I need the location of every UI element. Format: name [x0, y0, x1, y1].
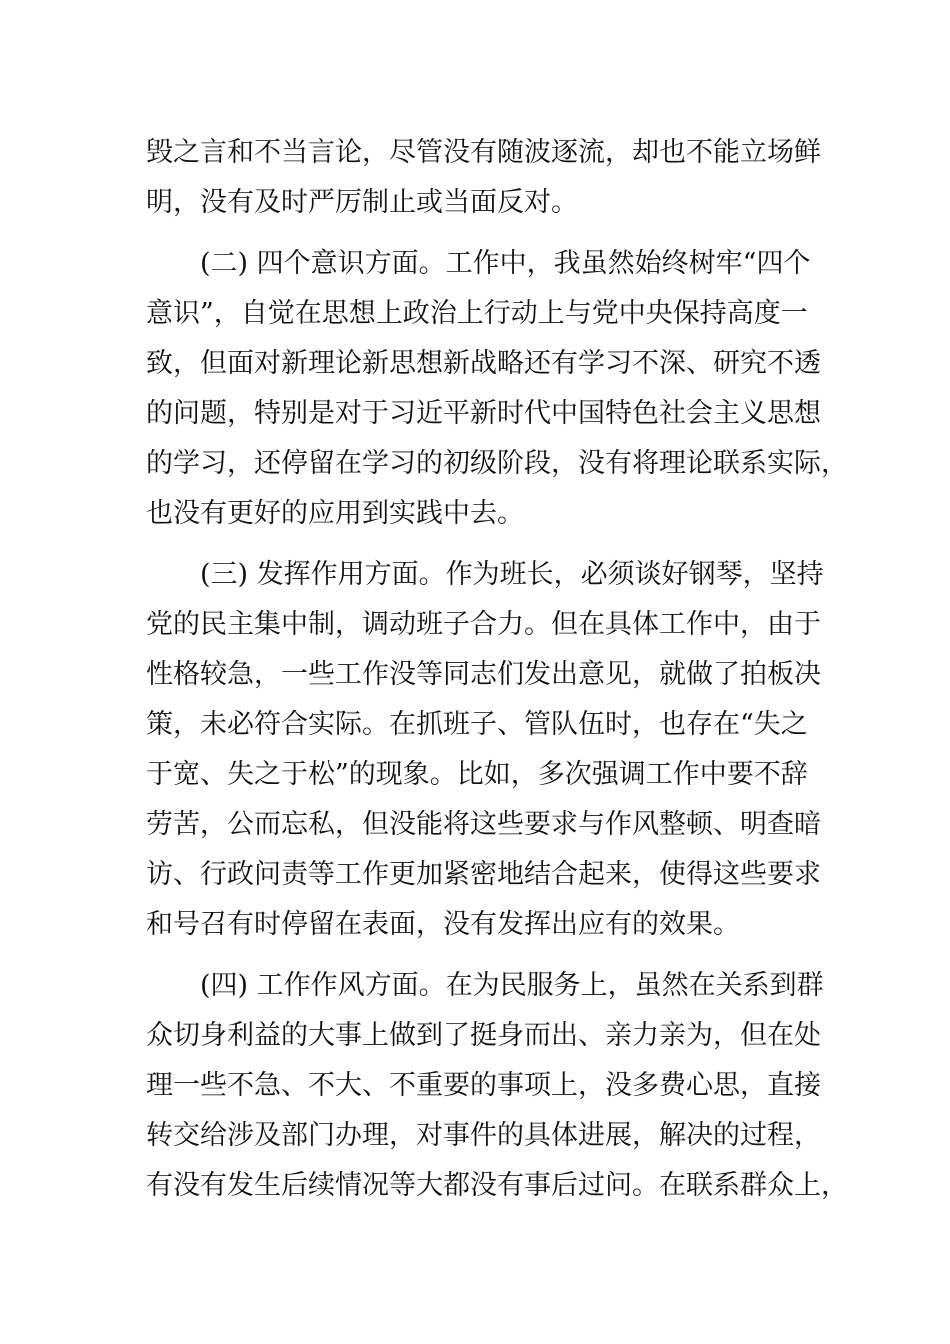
text-line: 的问题，特别是对于习近平新时代中国特色社会主义思想 — [146, 398, 821, 429]
text-line: 众切身利益的大事上做到了挺身而出、亲力亲为，但在处 — [146, 1020, 821, 1051]
text-line: 也没有更好的应用到实践中去。 — [146, 498, 524, 529]
text-line: 意识”，自觉在思想上政治上行动上与党中央保持高度一 — [146, 298, 808, 329]
text-line: 转交给涉及部门办理，对事件的具体进展，解决的过程， — [146, 1120, 821, 1151]
text-line: (三) 发挥作用方面。作为班长，必须谈好钢琴，坚持 — [146, 559, 824, 590]
text-line: 和号召有时停留在表面，没有发挥出应有的效果。 — [146, 909, 740, 940]
text-line: 于宽、失之于松”的现象。比如，多次强调工作中要不辞 — [146, 759, 808, 790]
text-line: 毁之言和不当言论，尽管没有随波逐流，却也不能立场鲜 — [146, 137, 821, 168]
text-line: 性格较急，一些工作没等同志们发出意见，就做了拍板决 — [146, 659, 821, 690]
text-line: 理一些不急、不大、不重要的事项上，没多费心思，直接 — [146, 1070, 821, 1101]
text-line: (四) 工作作风方面。在为民服务上，虽然在关系到群 — [146, 970, 824, 1001]
text-line: 明，没有及时严厉制止或当面反对。 — [146, 187, 578, 218]
text-line: 策，未必符合实际。在抓班子、管队伍时，也存在“失之 — [146, 709, 808, 740]
text-line: 党的民主集中制，调动班子合力。但在具体工作中，由于 — [146, 609, 821, 640]
text-line: 致，但面对新理论新思想新战略还有学习不深、研究不透 — [146, 348, 821, 379]
text-line: 有没有发生后续情况等大都没有事后过问。在联系群众上， — [146, 1170, 848, 1201]
text-line: 访、行政问责等工作更加紧密地结合起来，使得这些要求 — [146, 859, 821, 890]
text-line: (二) 四个意识方面。工作中，我虽然始终树牢“四个 — [146, 248, 811, 279]
text-line: 的学习，还停留在学习的初级阶段，没有将理论联系实际， — [146, 448, 848, 479]
text-line: 劳苦，公而忘私，但没能将这些要求与作风整顿、明查暗 — [146, 809, 821, 840]
